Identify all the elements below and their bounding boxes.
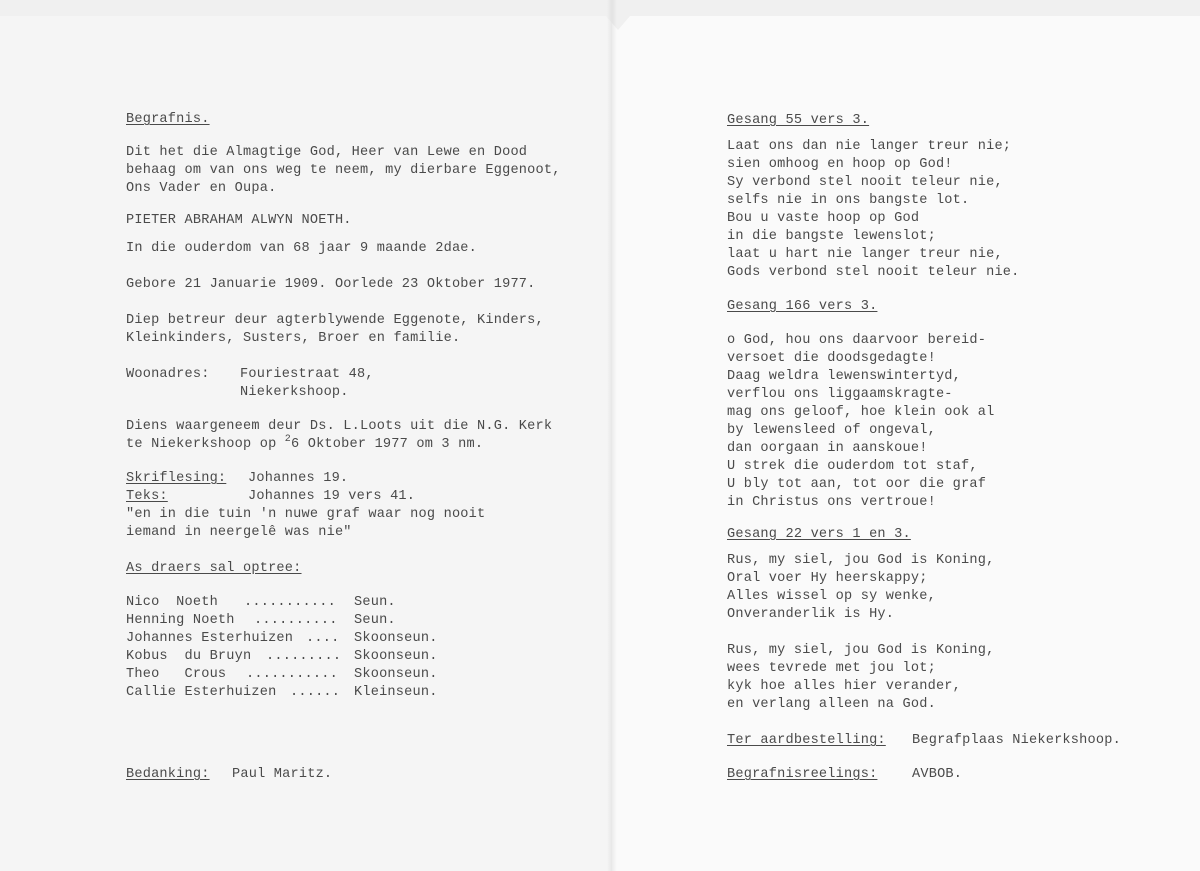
page-fold bbox=[607, 0, 617, 871]
hymn-line: Onveranderlik is Hy. bbox=[727, 607, 895, 622]
bearer-relation: Skoonseun. bbox=[354, 631, 438, 646]
hymn-line: selfs nie in ons bangste lot. bbox=[727, 193, 970, 208]
hymn-line: Oral voer Hy heerskappy; bbox=[727, 571, 928, 586]
bearer-relation: Seun. bbox=[354, 613, 396, 628]
quote-line: "en in die tuin 'n nuwe graf waar nog nooit bbox=[126, 507, 486, 522]
hymn-line: Alles wissel op sy wenke, bbox=[727, 589, 936, 604]
text-value: Johannes 19 vers 41. bbox=[248, 489, 416, 504]
hymn-line: kyk hoe alles hier verander, bbox=[727, 679, 962, 694]
age-line: In die ouderdom van 68 jaar 9 maande 2dae. bbox=[126, 241, 478, 256]
bearer-relation: Seun. bbox=[354, 595, 396, 610]
thanks-label: Bedanking: bbox=[126, 767, 210, 782]
burial-value: Begrafplaas Niekerkshoop. bbox=[912, 733, 1121, 748]
mourners-line: Kleinkinders, Susters, Broer en familie. bbox=[126, 331, 461, 346]
dates-line: Gebore 21 Januarie 1909. Oorlede 23 Oktober 1977. bbox=[126, 277, 536, 292]
scan-top-edge bbox=[0, 0, 1200, 16]
bearer-dots: ......... bbox=[266, 649, 342, 664]
hymn-line: Gods verbond stel nooit teleur nie. bbox=[727, 265, 1020, 280]
text-label: Teks: bbox=[126, 489, 168, 504]
bearers-heading: As draers sal optree: bbox=[126, 561, 302, 576]
intro-line: Ons Vader en Oupa. bbox=[126, 181, 277, 196]
page-heading: Begrafnis. bbox=[126, 112, 210, 127]
bearer-name: Nico Noeth bbox=[126, 595, 218, 610]
bearer-dots: ........... bbox=[246, 667, 338, 682]
hymn-line: laat u hart nie langer treur nie, bbox=[727, 247, 1003, 262]
bearer-name: Theo Crous bbox=[126, 667, 227, 682]
hymn-line: dan oorgaan in aanskoue! bbox=[727, 441, 928, 456]
hymn-line: in die bangste lewenslot; bbox=[727, 229, 936, 244]
deceased-name: PIETER ABRAHAM ALWYN NOETH. bbox=[126, 213, 352, 228]
thanks-value: Paul Maritz. bbox=[232, 767, 333, 782]
bearer-relation: Skoonseun. bbox=[354, 667, 438, 682]
hymn-line: Laat ons dan nie langer treur nie; bbox=[727, 139, 1012, 154]
arrangements-value: AVBOB. bbox=[912, 767, 963, 782]
bearer-dots: ...... bbox=[290, 685, 341, 700]
bearer-dots: .......... bbox=[254, 613, 338, 628]
service-line: te Niekerkshoop op $^2$6 Oktober 1977 om 3 nm. bbox=[126, 434, 484, 452]
hymn-line: verflou ons liggaamskragte- bbox=[727, 387, 953, 402]
hymn-line: o God, hou ons daarvoor bereid- bbox=[727, 333, 987, 348]
bearer-relation: Kleinseun. bbox=[354, 685, 438, 700]
mourners-line: Diep betreur deur agterblywende Eggenote, Kinders, bbox=[126, 313, 544, 328]
hymn-line: versoet die doodsgedagte! bbox=[727, 351, 936, 366]
hymn-line: by lewensleed of ongeval, bbox=[727, 423, 936, 438]
address-line: Fouriestraat 48, bbox=[240, 367, 374, 382]
hymn-title: Gesang 166 vers 3. bbox=[727, 299, 878, 314]
bearer-name: Callie Esterhuizen bbox=[126, 685, 277, 700]
quote-line: iemand in neergelê was nie" bbox=[126, 525, 352, 540]
arrangements-label: Begrafnisreelings: bbox=[727, 767, 878, 782]
address-label: Woonadres: bbox=[126, 367, 210, 382]
bearer-name: Henning Noeth bbox=[126, 613, 235, 628]
scripture-label: Skriflesing: bbox=[126, 471, 227, 486]
hymn-line: Bou u vaste hoop op God bbox=[727, 211, 920, 226]
bearer-dots: ........... bbox=[244, 595, 336, 610]
hymn-line: Rus, my siel, jou God is Koning, bbox=[727, 553, 995, 568]
intro-line: behaag om van ons weg te neem, my dierbare Eggenoot, bbox=[126, 163, 561, 178]
hymn-title: Gesang 22 vers 1 en 3. bbox=[727, 527, 911, 542]
hymn-line: mag ons geloof, hoe klein ook al bbox=[727, 405, 995, 420]
hymn-line: Rus, my siel, jou God is Koning, bbox=[727, 643, 995, 658]
hymn-line: en verlang alleen na God. bbox=[727, 697, 936, 712]
hymn-line: U bly tot aan, tot oor die graf bbox=[727, 477, 987, 492]
hymn-line: Daag weldra lewenswintertyd, bbox=[727, 369, 962, 384]
burial-label: Ter aardbestelling: bbox=[727, 733, 886, 748]
bearer-name: Kobus du Bruyn bbox=[126, 649, 252, 664]
hymn-title: Gesang 55 vers 3. bbox=[727, 113, 870, 128]
scripture-value: Johannes 19. bbox=[248, 471, 349, 486]
bearer-relation: Skoonseun. bbox=[354, 649, 438, 664]
hymn-line: Sy verbond stel nooit teleur nie, bbox=[727, 175, 1003, 190]
hymn-line: in Christus ons vertroue! bbox=[727, 495, 936, 510]
bearer-dots: .... bbox=[306, 631, 340, 646]
hymn-line: wees tevrede met jou lot; bbox=[727, 661, 936, 676]
bearer-name: Johannes Esterhuizen bbox=[126, 631, 294, 646]
intro-line: Dit het die Almagtige God, Heer van Lewe en Dood bbox=[126, 145, 528, 160]
service-line: Diens waargeneem deur Ds. L.Loots uit die N.G. Kerk bbox=[126, 419, 553, 434]
hymn-line: sien omhoog en hoop op God! bbox=[727, 157, 953, 172]
hymn-line: U strek die ouderdom tot staf, bbox=[727, 459, 978, 474]
address-line: Niekerkshoop. bbox=[240, 385, 349, 400]
